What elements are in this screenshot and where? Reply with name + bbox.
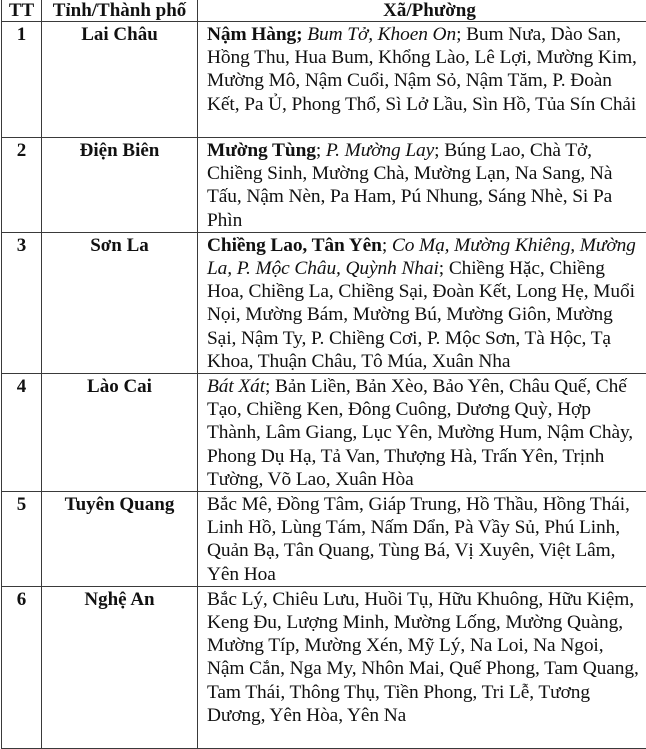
header-tt: TT	[2, 0, 42, 22]
ward-list-plain: ; Bum Nưa, Dào San, Hồng Thu, Hua Bum, Khổng Lào, Lê Lợi, Mường Kim, Mường Mô, Nậm Cuổi, Nậm Sỏ, Nậm Tăm, P. Đoàn Kết, Pa Ủ, Phong Thổ, Sì Lở Lầu, Sìn Hồ, Tủa Sín Chải	[207, 24, 637, 115]
ward-list-sep: ;	[382, 235, 392, 256]
ward-list-italic: Co Mạ, Mường Khiêng, Mường La, P. Mộc Châu, Quỳnh Nhai	[207, 235, 636, 279]
ward-list-bold: Chiềng Lao, Tân Yên	[207, 235, 382, 256]
ward-list	[198, 374, 646, 492]
row-number: 3	[2, 232, 42, 373]
table-row	[2, 492, 646, 587]
ward-list	[198, 22, 646, 138]
ward-list-sep: ;	[316, 140, 326, 161]
ward-list-plain: ; Bản Liền, Bản Xèo, Bảo Yên, Châu Quế, Chế Tạo, Chiềng Ken, Đông Cuông, Dương Quỳ, Hợp Thành, Lâm Giang, Lục Yên, Mường Hum, Nậm Chày, Phong Dụ Hạ, Tả Van, Thượng Hà, Trấn Yên, Trịnh Tường, Võ Lao, Xuân Hòa	[207, 376, 633, 490]
header-wards: Xã/Phường	[198, 0, 646, 22]
province-name: Sơn La	[42, 232, 198, 373]
ward-list	[198, 586, 646, 748]
row-number: 5	[2, 492, 42, 587]
ward-list-plain: ; Búng Lao, Chà Tở, Chiềng Sinh, Mường Chà, Mường Lạn, Na Sang, Nà Tấu, Nậm Nèn, Pa Ham, Pú Nhung, Sáng Nhè, Si Pa Phìn	[207, 140, 612, 231]
ward-list-italic: P. Mường Lay	[326, 140, 434, 161]
row-number: 6	[2, 586, 42, 748]
province-name: Lai Châu	[42, 22, 198, 138]
ward-list-bold: Mường Tùng	[207, 140, 316, 161]
table-row	[2, 22, 646, 138]
header-row	[2, 0, 646, 22]
ward-list-italic: Bát Xát	[207, 376, 265, 397]
row-number: 4	[2, 374, 42, 492]
table-row	[2, 374, 646, 492]
ward-list-bold: Nậm Hàng;	[207, 24, 303, 45]
ward-list	[198, 492, 646, 587]
province-name: Nghệ An	[42, 586, 198, 748]
table-row	[2, 138, 646, 233]
row-number: 1	[2, 22, 42, 138]
province-name: Điện Biên	[42, 138, 198, 233]
ward-list-italic: Bum Tở, Khoen On	[307, 24, 456, 45]
province-ward-table	[1, 0, 646, 749]
table-row	[2, 586, 646, 748]
province-name: Lào Cai	[42, 374, 198, 492]
province-name: Tuyên Quang	[42, 492, 198, 587]
ward-list	[198, 138, 646, 233]
ward-list-plain: Bắc Lý, Chiêu Lưu, Huồi Tụ, Hữu Khuông, Hữu Kiệm, Keng Đu, Lượng Minh, Mường Lống, Mường Quàng, Mường Típ, Mường Xén, Mỹ Lý, Na Loi, Na Ngoi, Nậm Cắn, Nga My, Nhôn Mai, Quế Phong, Tam Quang, Tam Thái, Thông Thụ, Tiền Phong, Tri Lễ, Tương Dương, Yên Hòa, Yên Na	[207, 589, 639, 726]
header-province: Tỉnh/Thành phố	[42, 0, 198, 22]
row-number: 2	[2, 138, 42, 233]
ward-list	[198, 232, 646, 373]
table-row	[2, 232, 646, 373]
ward-list-plain: Bắc Mê, Đồng Tâm, Giáp Trung, Hồ Thầu, Hồng Thái, Linh Hồ, Lùng Tám, Nấm Dẩn, Pà Vầy Sủ, Phú Linh, Quản Bạ, Tân Quang, Tùng Bá, Vị Xuyên, Việt Lâm, Yên Hoa	[207, 494, 630, 585]
ward-list-plain: ; Chiềng Hặc, Chiềng Hoa, Chiềng La, Chiềng Sại, Đoàn Kết, Long Hẹ, Muổi Nọi, Mường Bám, Mường Bú, Mường Giôn, Mường Sại, Nậm Ty, P. Chiềng Cơi, P. Mộc Sơn, Tà Hộc, Tạ Khoa, Thuận Châu, Tô Múa, Xuân Nha	[207, 258, 635, 372]
